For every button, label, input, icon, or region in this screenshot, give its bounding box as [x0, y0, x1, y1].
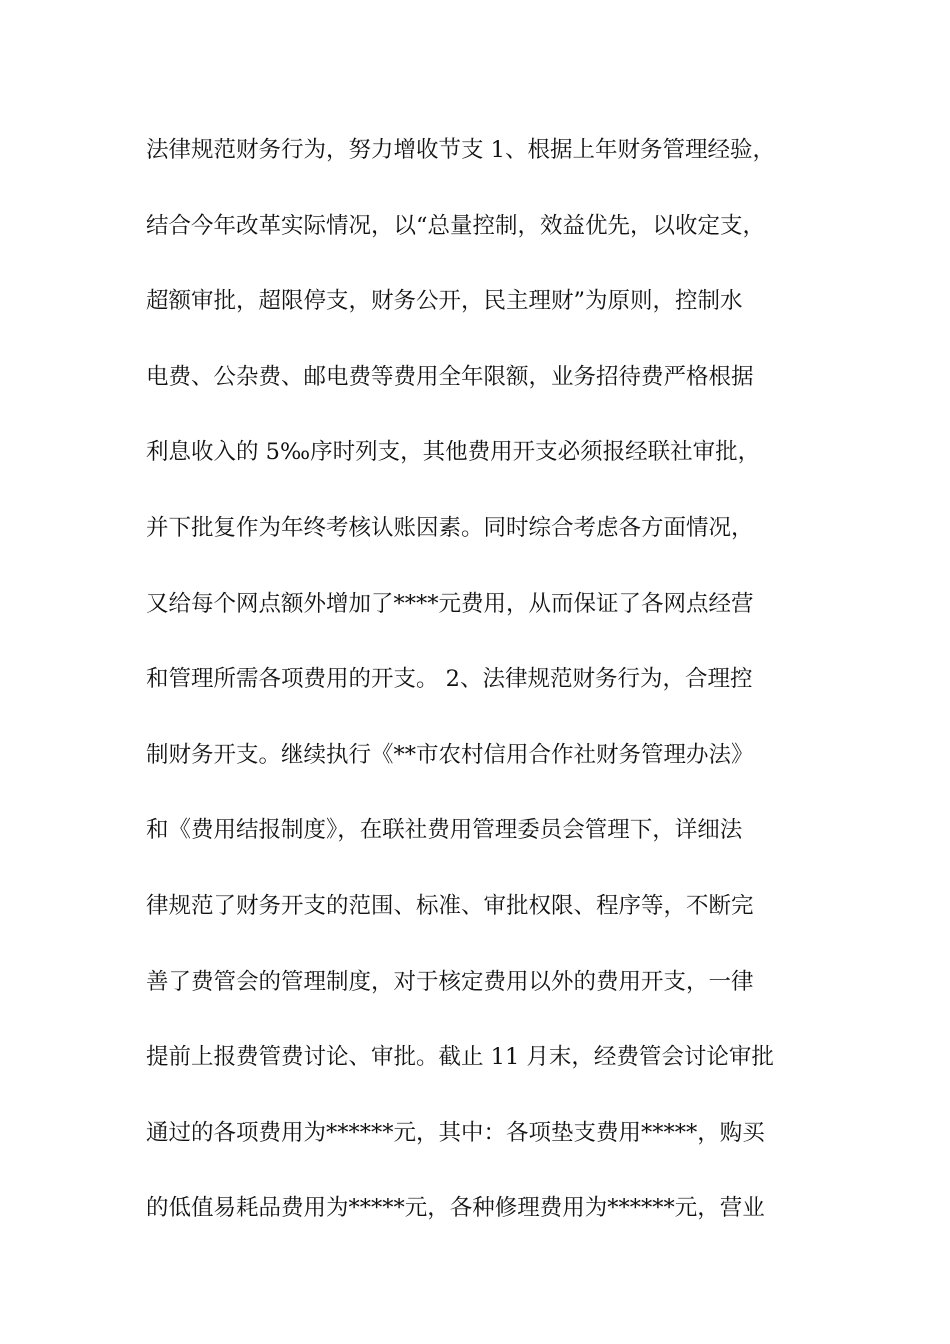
- text-line-10: 和《费用结报制度》，在联社费用管理委员会管理下，详细法: [146, 817, 743, 844]
- text-line-9: 制财务开支。继续执行《**市农村信用合作社财务管理办法》: [146, 741, 754, 768]
- text-line-7: 又给每个网点额外增加了****元费用，从而保证了各网点经营: [146, 590, 754, 617]
- text-line-3: 超额审批，超限停支，财务公开，民主理财”为原则，控制水: [146, 288, 743, 315]
- text-line-1: 法律规范财务行为，努力增收节支 1、根据上年财务管理经验，: [146, 137, 775, 163]
- text-line-8: 和管理所需各项费用的开支。 2、法律规范财务行为，合理控: [146, 666, 753, 693]
- text-line-15: 的低值易耗品费用为*****元，各种修理费用为******元，营业: [146, 1195, 765, 1222]
- text-line-4: 电费、公杂费、邮电费等费用全年限额，业务招待费严格根据: [146, 363, 754, 390]
- text-line-11: 律规范了财务开支的范围、标准、审批权限、程序等，不断完: [146, 892, 754, 919]
- text-line-5: 利息收入的 5‰序时列支，其他费用开支必须报经联社审批，: [146, 439, 761, 466]
- text-line-14: 通过的各项费用为******元，其中：各项垫支费用*****，购买: [146, 1119, 765, 1146]
- text-line-12: 善了费管会的管理制度，对于核定费用以外的费用开支，一律: [146, 968, 754, 995]
- text-line-13: 提前上报费管费讨论、审批。截止 11 月末，经费管会讨论审批: [146, 1044, 774, 1071]
- text-line-6: 并下批复作为年终考核认账因素。同时综合考虑各方面情况，: [146, 514, 754, 541]
- body-text: [146, 128, 836, 1262]
- text-line-2: 结合今年改革实际情况，以“总量控制，效益优先，以收定支，: [146, 212, 766, 239]
